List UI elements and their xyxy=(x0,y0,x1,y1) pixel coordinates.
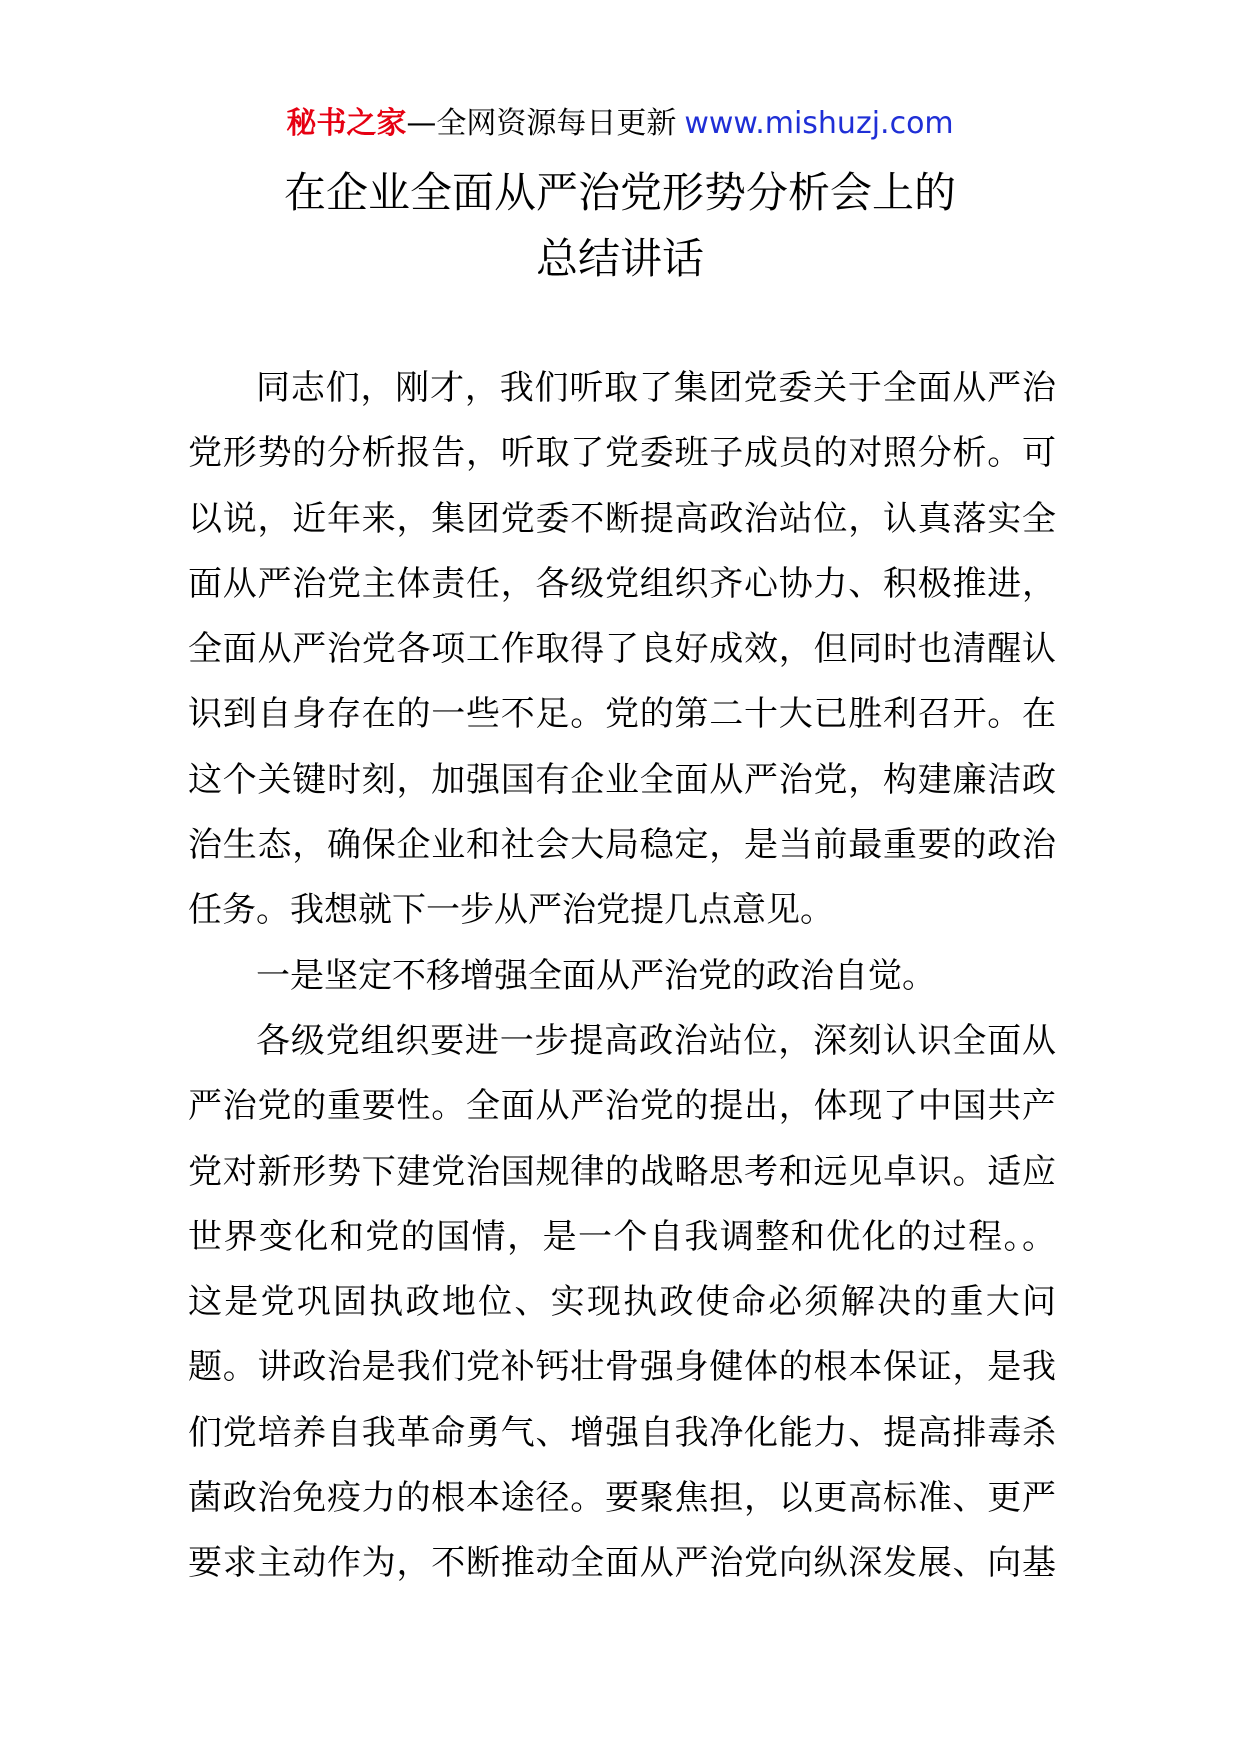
body-line: 党对新形势下建党治国规律的战略思考和远见卓识。适应 xyxy=(188,1151,1056,1192)
body-line: 题。讲政治是我们党补钙壮骨强身健体的根本保证，是我 xyxy=(188,1347,1056,1388)
body-line: 世界变化和党的国情，是一个自我调整和优化的过程。。 xyxy=(188,1216,1056,1257)
body-line: 以说，近年来，集团党委不断提高政治站位，认真落实全 xyxy=(188,498,1056,539)
body-line: 治生态，确保企业和社会大局稳定，是当前最重要的政治 xyxy=(188,825,1056,866)
document-title-line-2: 总结讲话 xyxy=(535,234,704,283)
body-line: 严治党的重要性。全面从严治党的提出，体现了中国共产 xyxy=(188,1086,1056,1127)
site-brand: 秘书之家 xyxy=(286,106,407,141)
site-tagline: —全网资源每日更新 xyxy=(406,106,677,141)
document-title-line-1: 在企业全面从严治党形势分析会上的 xyxy=(283,168,956,217)
section-heading: 一是坚定不移增强全面从严治党的政治自觉。 xyxy=(256,955,936,996)
body-line: 全面从严治党各项工作取得了良好成效，但同时也清醒认 xyxy=(188,629,1056,670)
site-header xyxy=(0,100,1240,148)
body-line: 要求主动作为，不断推动全面从严治党向纵深发展、向基 xyxy=(188,1543,1056,1584)
body-line: 这是党巩固执政地位、实现执政使命必须解决的重大问 xyxy=(188,1282,1056,1323)
body-line: 这个关键时刻，加强国有企业全面从严治党，构建廉洁政 xyxy=(188,759,1056,800)
site-url-link[interactable]: www.mishuzj.com xyxy=(684,106,954,141)
body-line: 面从严治党主体责任，各级党组织齐心协力、积极推进， xyxy=(188,563,1056,604)
body-line: 菌政治免疫力的根本途径。要聚焦担，以更高标准、更严 xyxy=(188,1478,1056,1519)
body-line: 们党培养自我革命勇气、增强自我净化能力、提高排毒杀 xyxy=(188,1412,1056,1453)
body-line: 同志们，刚才，我们听取了集团党委关于全面从严治 xyxy=(256,368,1056,408)
body-line: 任务。我想就下一步从严治党提几点意见。 xyxy=(188,890,834,931)
body-line: 各级党组织要进一步提高政治站位，深刻认识全面从 xyxy=(256,1020,1056,1061)
body-line: 识到自身存在的一些不足。党的第二十大已胜利召开。在 xyxy=(188,694,1056,735)
document-body xyxy=(188,356,1056,1597)
body-line: 党形势的分析报告，听取了党委班子成员的对照分析。可 xyxy=(188,433,1056,474)
